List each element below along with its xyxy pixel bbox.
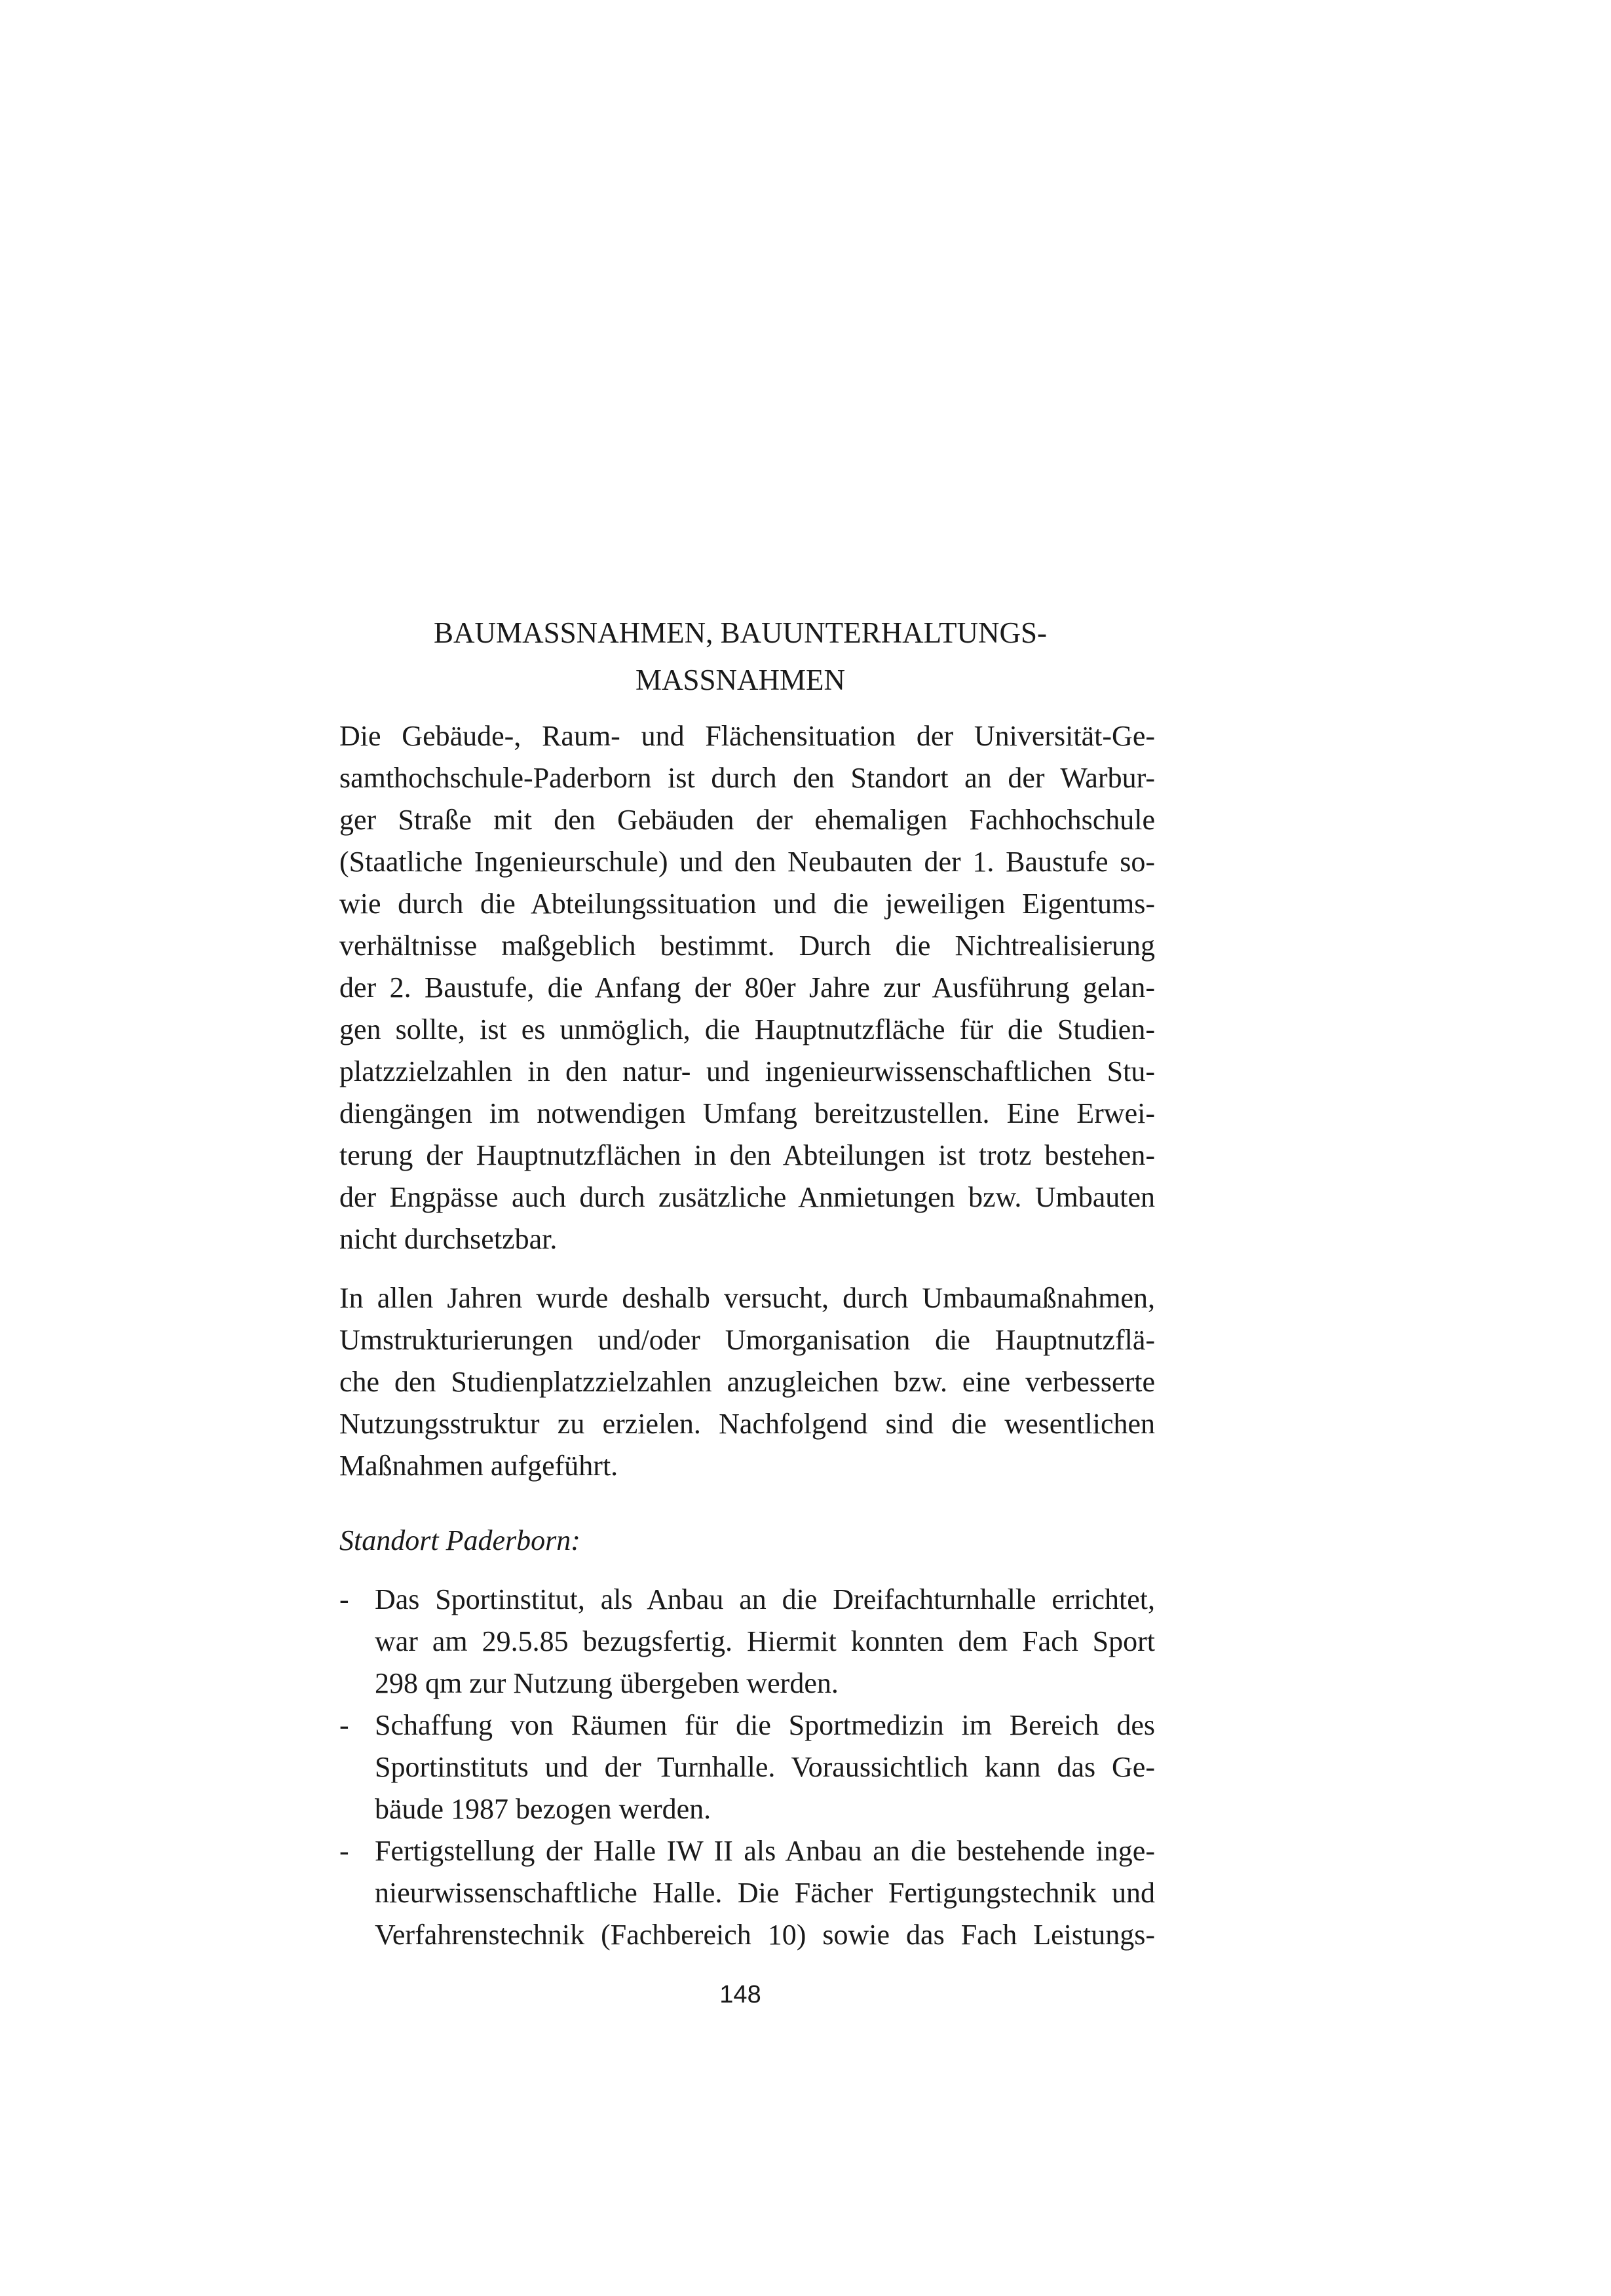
text-line: (Staatliche Ingenieurschule) und den Neubauten der 1. Baustufe so- bbox=[339, 846, 1155, 878]
text-line: Schaffung von Räumen für die Sportmedizin im Bereich des bbox=[375, 1709, 1155, 1741]
paragraph-measures bbox=[339, 1277, 1155, 1487]
measures-list bbox=[339, 1579, 1155, 1956]
section-heading-line-1: BAUMASSNAHMEN, BAUUNTERHALTUNGS- bbox=[434, 616, 1047, 649]
text-line: der 2. Baustufe, die Anfang der 80er Jahre zur Ausführung gelan- bbox=[339, 971, 1155, 1004]
text-line: Umstrukturierungen und/oder Umorganisation die Hauptnutzflä- bbox=[339, 1324, 1155, 1356]
list-item bbox=[339, 1704, 1155, 1830]
text-line: ger Straße mit den Gebäuden der ehemaligen Fachhochschule bbox=[339, 804, 1155, 836]
subheading-location: Standort Paderborn: bbox=[339, 1524, 580, 1556]
text-line: Fertigstellung der Halle IW II als Anbau an die bestehende inge- bbox=[375, 1835, 1155, 1867]
text-line: verhältnisse maßgeblich bestimmt. Durch die Nichtrealisierung bbox=[339, 930, 1155, 962]
text-line: war am 29.5.85 bezugsfertig. Hiermit konnten dem Fach Sport bbox=[375, 1625, 1155, 1657]
text-line: der Engpässe auch durch zusätzliche Anmietungen bzw. Umbauten bbox=[339, 1181, 1155, 1213]
text-line: In allen Jahren wurde deshalb versucht, durch Umbaumaßnahmen, bbox=[339, 1282, 1155, 1314]
section-heading-line-2: MASSNAHMEN bbox=[635, 664, 846, 696]
text-line: terung der Hauptnutzflächen in den Abteilungen ist trotz bestehen- bbox=[339, 1139, 1155, 1171]
text-line: nieurwissenschaftliche Halle. Die Fächer Fertigungstechnik und bbox=[375, 1877, 1155, 1909]
text-line: Nutzungsstruktur zu erzielen. Nachfolgend sind die wesentlichen bbox=[339, 1408, 1155, 1440]
text-line: Das Sportinstitut, als Anbau an die Dreifachturnhalle errichtet, bbox=[375, 1583, 1155, 1615]
text-line: samthochschule-Paderborn ist durch den Standort an der Warbur- bbox=[339, 762, 1155, 794]
list-dash: - bbox=[339, 1835, 349, 1867]
text-line: diengängen im notwendigen Umfang bereitzustellen. Eine Erwei- bbox=[339, 1097, 1155, 1129]
text-line: platzzielzahlen in den natur- und ingenieurwissenschaftlichen Stu- bbox=[339, 1055, 1155, 1087]
list-dash: - bbox=[339, 1583, 349, 1615]
text-line: Die Gebäude-, Raum- und Flächensituation der Universität-Ge- bbox=[339, 720, 1155, 752]
section-heading bbox=[341, 609, 1140, 704]
text-line: Sportinstituts und der Turnhalle. Voraussichtlich kann das Ge- bbox=[375, 1751, 1155, 1783]
text-line: Verfahrenstechnik (Fachbereich 10) sowie das Fach Leistungs- bbox=[375, 1919, 1155, 1951]
text-line: Maßnahmen aufgeführt. bbox=[339, 1450, 618, 1482]
page-number: 148 bbox=[719, 1981, 761, 2008]
list-item bbox=[339, 1579, 1155, 1704]
paragraph-intro bbox=[339, 715, 1155, 1260]
text-line: gen sollte, ist es unmöglich, die Hauptnutzfläche für die Studien- bbox=[339, 1013, 1155, 1045]
text-line: wie durch die Abteilungssituation und die jeweiligen Eigentums- bbox=[339, 888, 1155, 920]
text-line: bäude 1987 bezogen werden. bbox=[375, 1793, 711, 1825]
list-dash: - bbox=[339, 1709, 349, 1741]
list-item bbox=[339, 1830, 1155, 1956]
text-line: che den Studienplatzzielzahlen anzugleichen bzw. eine verbesserte bbox=[339, 1366, 1155, 1398]
text-line: nicht durchsetzbar. bbox=[339, 1223, 558, 1255]
text-line: 298 qm zur Nutzung übergeben werden. bbox=[375, 1667, 839, 1699]
